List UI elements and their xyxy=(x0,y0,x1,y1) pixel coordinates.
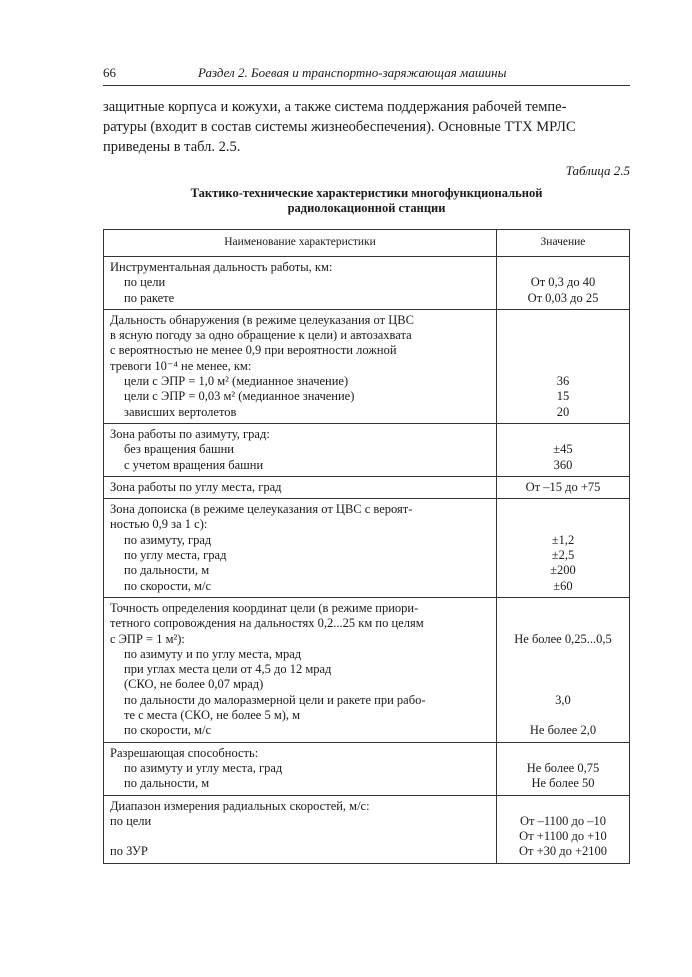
value-line: От –1100 до –10 xyxy=(519,813,606,828)
spec-table xyxy=(103,229,630,864)
characteristic-line: при углах места цели от 4,5 до 12 мрад xyxy=(124,662,332,677)
value-line: ±200 xyxy=(550,563,576,578)
characteristic-line: по азимуту и по углу места, мрад xyxy=(124,646,302,661)
value-line xyxy=(499,708,627,723)
value-line: 15 xyxy=(556,389,570,404)
intro-line: защитные корпуса и кожухи, а также система поддержания рабочей темпе- xyxy=(103,99,567,115)
characteristic-line: по цели xyxy=(110,813,152,828)
characteristic-cell xyxy=(104,476,497,498)
characteristic-cell xyxy=(104,309,497,423)
characteristic-line: Точность определения координат цели (в режиме приори- xyxy=(110,600,419,615)
table-row xyxy=(104,597,630,742)
table-header-row xyxy=(104,230,630,257)
characteristic-line: цели с ЭПР = 1,0 м² (медианное значение) xyxy=(124,374,349,389)
value-cell xyxy=(496,309,629,423)
value-line: От 0,03 до 25 xyxy=(527,290,599,305)
table-title xyxy=(103,186,630,216)
table-body xyxy=(104,257,630,864)
table-row xyxy=(104,476,630,498)
value-line: Не более 50 xyxy=(531,776,595,791)
intro-line: ратуры (входит в состав системы жизнеобеспечения). Основные ТТХ МРЛС xyxy=(103,119,576,135)
characteristic-line: ностью 0,9 за 1 с): xyxy=(110,517,208,532)
characteristic-line: по скорости, м/с xyxy=(124,723,211,738)
page-number: 66 xyxy=(103,65,116,80)
characteristic-line: без вращения башни xyxy=(124,442,234,457)
value-line: Не более 0,25...0,5 xyxy=(514,631,612,646)
characteristic-line: по азимуту и углу места, град xyxy=(124,760,283,775)
value-cell xyxy=(496,795,629,863)
characteristic-cell xyxy=(104,742,497,795)
value-line xyxy=(499,647,627,662)
characteristic-line: Дальность обнаружения (в режиме целеуказания от ЦВС xyxy=(110,312,414,327)
characteristic-line: Зона работы по углу места, град xyxy=(110,479,282,494)
table-row xyxy=(104,499,630,598)
value-line: От –15 до +75 xyxy=(525,479,601,494)
table-number: Таблица 2.5 xyxy=(565,163,630,178)
characteristic-cell xyxy=(104,795,497,863)
characteristic-cell xyxy=(104,499,497,598)
characteristic-line: с учетом вращения башни xyxy=(124,457,264,472)
table-row xyxy=(104,795,630,863)
value-line: ±45 xyxy=(553,442,573,457)
header-name: Наименование характеристики xyxy=(104,230,497,257)
characteristic-line: по скорости, м/с xyxy=(124,578,211,593)
characteristic-cell xyxy=(104,597,497,742)
table-row xyxy=(104,257,630,310)
value-cell xyxy=(496,499,629,598)
value-line: Не более 2,0 xyxy=(529,723,597,738)
value-line: ±1,2 xyxy=(551,532,575,547)
characteristic-cell xyxy=(104,257,497,310)
value-line: 3,0 xyxy=(555,692,571,707)
value-line: ±2,5 xyxy=(551,548,575,563)
table-title-line: радиолокационной станции xyxy=(287,201,446,215)
value-cell xyxy=(496,742,629,795)
value-cell xyxy=(496,476,629,498)
intro-paragraph xyxy=(103,97,630,157)
section-title: Раздел 2. Боевая и транспортно-заряжающая машины xyxy=(198,65,507,80)
value-line: 360 xyxy=(553,457,573,472)
value-line: ±60 xyxy=(553,578,573,593)
value-line: От 0,3 до 40 xyxy=(530,275,596,290)
characteristic-cell xyxy=(104,423,497,476)
characteristic-line: зависших вертолетов xyxy=(124,404,237,419)
characteristic-line: с вероятностью не менее 0,9 при вероятности ложной xyxy=(110,343,397,358)
characteristic-line: Зона работы по азимуту, град: xyxy=(110,426,270,441)
header-value: Значение xyxy=(496,230,629,257)
characteristic-line: по цели xyxy=(124,275,166,290)
value-cell xyxy=(496,257,629,310)
value-cell xyxy=(496,423,629,476)
characteristic-line: по дальности, м xyxy=(124,563,210,578)
characteristic-line xyxy=(110,829,490,844)
characteristic-line: с ЭПР = 1 м²): xyxy=(110,631,185,646)
value-line: 36 xyxy=(556,374,570,389)
characteristic-line: по дальности до малоразмерной цели и ракете при рабо- xyxy=(124,692,426,707)
characteristic-line: те с места (СКО, не более 5 м), м xyxy=(124,708,301,723)
characteristic-line: тревоги 10⁻⁴ не менее, км: xyxy=(110,358,252,373)
characteristic-line: Инструментальная дальность работы, км: xyxy=(110,260,333,274)
value-cell xyxy=(496,597,629,742)
value-line: 20 xyxy=(556,404,570,419)
characteristic-line: по азимуту, град xyxy=(124,532,212,547)
value-line: От +1100 до +10 xyxy=(519,829,607,844)
value-line: От +30 до +2100 xyxy=(518,844,608,859)
characteristic-line: по ракете xyxy=(124,290,175,305)
table-title-line: Тактико-технические характеристики многофункциональной xyxy=(190,186,543,200)
table-row xyxy=(104,742,630,795)
value-line xyxy=(499,677,627,692)
header-rule xyxy=(103,85,630,86)
characteristic-line: Разрешающая способность: xyxy=(110,745,259,760)
table-row xyxy=(104,309,630,423)
value-line xyxy=(499,662,627,677)
running-head xyxy=(103,63,630,83)
table-row xyxy=(104,423,630,476)
characteristic-line: по дальности, м xyxy=(124,776,210,791)
characteristic-line: Зона допоиска (в режиме целеуказания от ЦВС с вероят- xyxy=(110,502,413,517)
characteristic-line: в ясную погоду за одно обращение к цели) и автозахвата xyxy=(110,328,412,343)
characteristic-line: тетного сопровождения на дальностях 0,2...25 км по целям xyxy=(110,616,424,631)
characteristic-line: цели с ЭПР = 0,03 м² (медианное значение) xyxy=(124,389,355,404)
characteristic-line: по ЗУР xyxy=(110,844,148,859)
characteristic-line: Диапазон измерения радиальных скоростей, м/с: xyxy=(110,798,370,813)
intro-line: приведены в табл. 2.5. xyxy=(103,139,241,155)
value-line: Не более 0,75 xyxy=(526,760,600,775)
characteristic-line: (СКО, не более 0,07 мрад) xyxy=(124,677,264,692)
characteristic-line: по углу места, град xyxy=(124,548,227,563)
